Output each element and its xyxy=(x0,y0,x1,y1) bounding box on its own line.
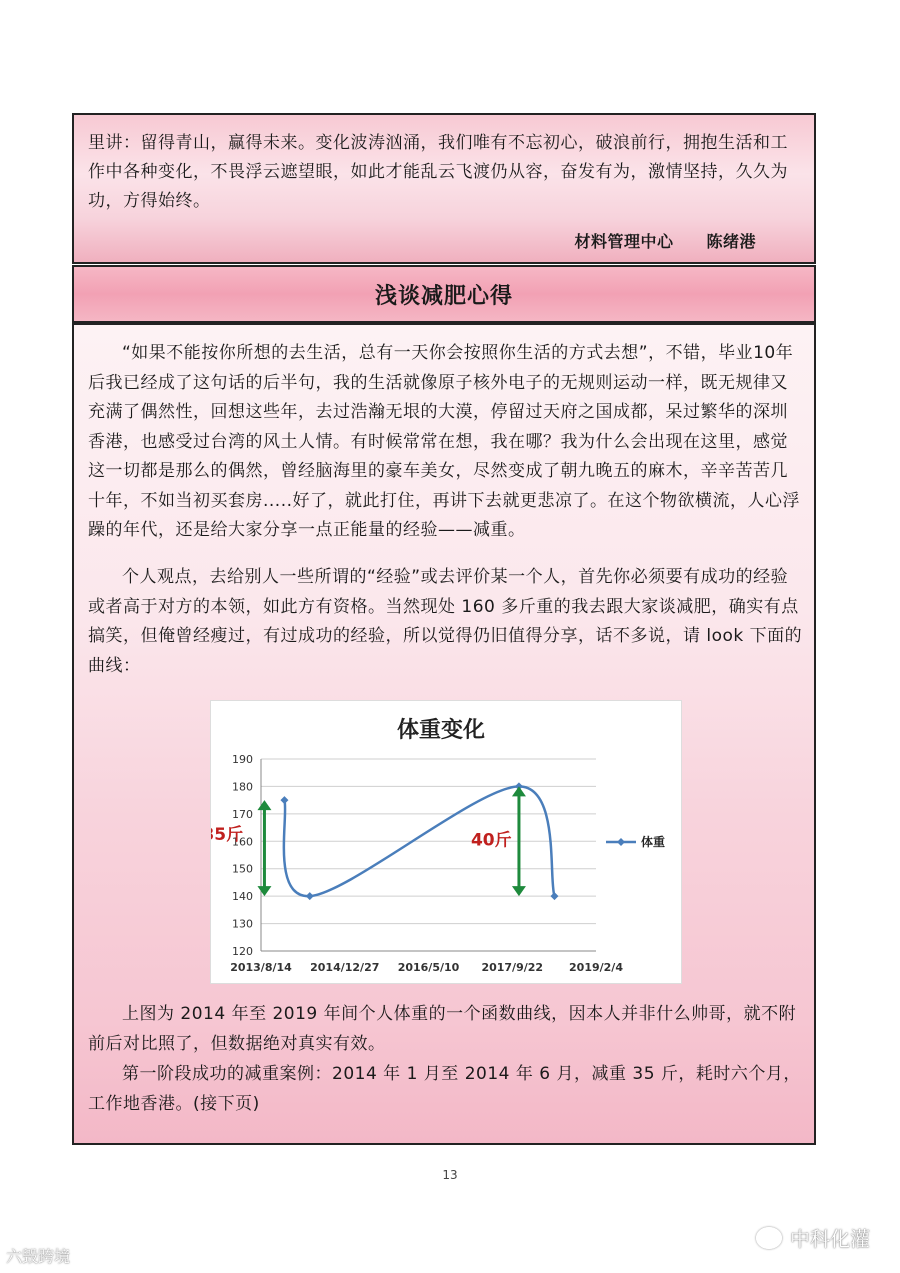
page-number: 13 xyxy=(442,1168,458,1182)
data-point xyxy=(550,892,558,900)
x-tick-label: 2013/8/14 xyxy=(230,961,292,974)
article-title-band xyxy=(72,265,816,323)
y-tick-label: 190 xyxy=(232,753,253,766)
y-tick-label: 180 xyxy=(232,780,253,794)
y-tick-label: 130 xyxy=(232,917,253,931)
weight-chart-svg xyxy=(211,701,681,983)
y-tick-label: 150 xyxy=(232,862,253,876)
previous-article-text: 里讲：留得青山，赢得未来。变化波涛汹涌，我们唯有不忘初心，破浪前行，拥抱生活和工作中各种变化，不畏浮云遮望眼，如此才能乱云飞渡仍从容，奋发有为，激情坚持，久久为功，方得始终。 xyxy=(88,133,788,211)
author-signature: 材料管理中心 陈绪港 xyxy=(574,232,756,251)
annotation-label: 40斤 xyxy=(470,830,512,851)
y-tick-label: 120 xyxy=(232,945,253,958)
watermark-left: 六毁跨境 xyxy=(6,1247,71,1266)
y-tick-label: 140 xyxy=(232,890,253,904)
annotation-arrowhead-down xyxy=(512,886,526,896)
paragraph-1: “如果不能按你所想的去生活，总有一天你会按照你生活的方式去想”，不错，毕业10年后我已经成了这句话的后半句，我的生活就像原子核外电子的无规则运动一样，既无规律又充满了偶然性，回想这些年，去过浩瀚无垠的大漠，停留过天府之国成都，呆过繁华的深圳香港，也感受过台湾的风土人情。有时候常常在想，我在哪？我为什么会出现在这里，感觉这一切都是那么的偶然，曾经脑海里的豪车美女，尽然变成了朝九晚五的麻木，辛辛苦苦几十年，不如当初买套房.....好了，就此打住，再讲下去就更悲凉了。在这个物欲横流，人心浮躁的年代，还是给大家分享一点正能量的经验——减重。 xyxy=(88,343,801,540)
previous-article-box xyxy=(72,113,816,264)
wechat-icon xyxy=(756,1227,782,1249)
article-title: 浅谈减肥心得 xyxy=(374,283,513,309)
x-tick-label: 2019/2/4 xyxy=(569,961,623,974)
annotation-arrowhead-down xyxy=(257,886,271,896)
paragraph-2: 个人观点，去给别人一些所谓的“经验”或去评价某一个人，首先你必须要有成功的经验或者高于对方的本领，如此方有资格。当然现处 160 多斤重的我去跟大家谈减肥，确实有点搞笑，但俺曾经瘦过，有过成功的经验，所以觉得仍旧值得分享，话不多说，请 look 下面的曲线： xyxy=(88,567,803,676)
paragraph-4: 第一阶段成功的减重案例：2014 年 1 月至 2014 年 6 月，减重 35 斤，耗时六个月，工作地香港。(接下页) xyxy=(88,1064,801,1114)
watermark-right xyxy=(756,1223,870,1252)
annotation-label: 5斤 xyxy=(214,825,244,846)
legend-label: 体重 xyxy=(641,835,666,849)
y-tick-label: 160 xyxy=(232,835,253,849)
weight-chart xyxy=(210,700,682,984)
chart-title: 体重变化 xyxy=(396,718,486,743)
x-tick-label: 2016/5/10 xyxy=(397,961,460,974)
data-point xyxy=(306,892,314,900)
legend-marker xyxy=(617,838,625,846)
y-tick-label: 170 xyxy=(232,807,253,821)
article-body-box xyxy=(72,323,816,1145)
x-tick-label: 2014/12/27 xyxy=(310,961,380,974)
x-tick-label: 2017/9/22 xyxy=(481,961,544,974)
annotation-arrowhead-up xyxy=(257,800,271,810)
watermark-right-text: 中科化灌 xyxy=(790,1227,870,1251)
data-point xyxy=(280,796,288,804)
paragraph-3: 上图为 2014 年至 2019 年间个人体重的一个函数曲线，因本人并非什么帅哥，就不附前后对比照了，但数据绝对真实有效。 xyxy=(88,1004,797,1054)
